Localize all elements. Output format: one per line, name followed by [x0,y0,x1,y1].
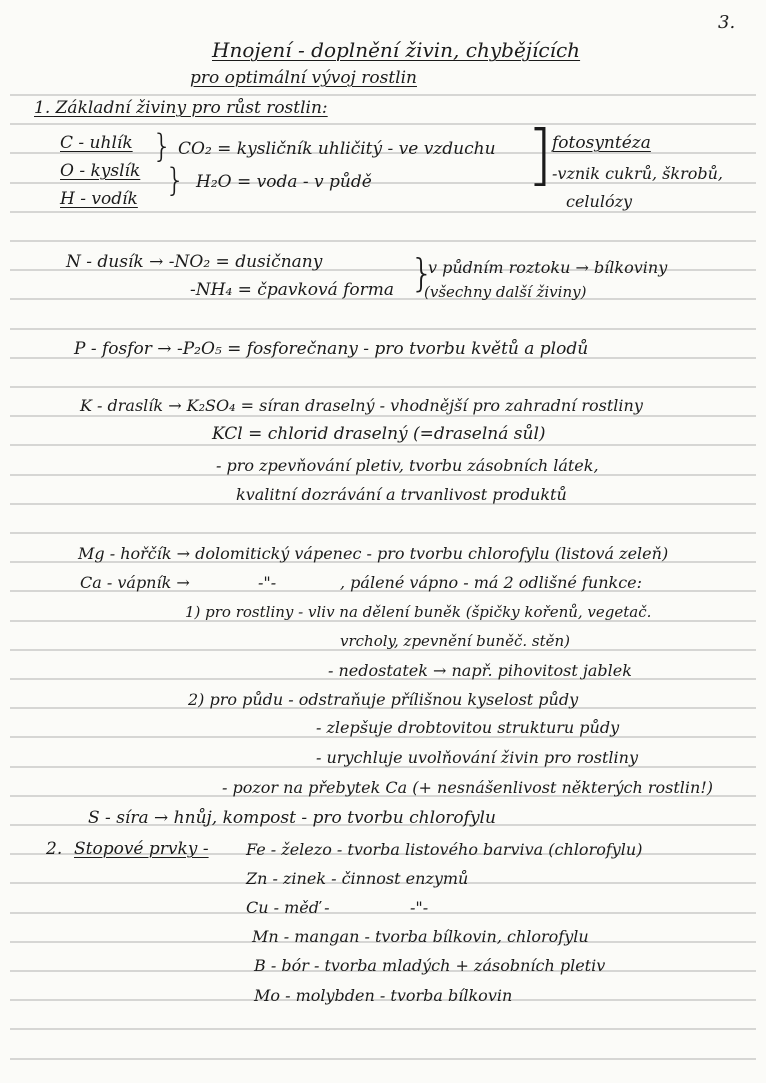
potassium-use-1: - pro zpevňování pletiv, tvorbu zásobních látek, [216,456,599,475]
co2-line: CO₂ = kysličník uhličitý - ve vzduchu [178,139,496,159]
calcium-function-2a: 2) pro půdu - odstraňuje přílišnou kyselost půdy [188,690,579,709]
calcium-warning: - pozor na přebytek Ca (+ nesnášenlivost některých rostlin!) [222,778,713,797]
photosynthesis-note-2: celulózy [566,192,633,211]
page-number: 3. [718,12,736,33]
copper-line: Cu - měď - [246,898,330,917]
h2o-line: H₂O = voda - v půdě [196,172,372,192]
phosphorus-line: P - fosfor → -P₂O₅ = fosforečnany - pro tvorbu květů a plodů [74,339,589,359]
section-2-number: 2. [46,839,63,859]
boron-line: B - bór - tvorba mladých + zásobních pletiv [254,956,606,975]
calcium-ditto: -"- [258,573,277,592]
manganese-line: Mn - mangan - tvorba bílkovin, chlorofylu [252,927,589,946]
page-title: Hnojení - doplnění živin, chybějících [212,38,581,62]
copper-ditto: -"- [410,898,429,917]
calcium-function-2c: - urychluje uvolňování živin pro rostliny [316,748,639,767]
potassium-use-2: kvalitní dozrávání a trvanlivost produktů [236,485,567,504]
section-2-heading: Stopové prvky - [74,839,209,859]
kcl-line: KCl = chlorid draselný (=draselná sůl) [212,424,546,444]
ammonium-line: -NH₄ = čpavková forma [190,280,395,300]
nitrogen-note-1: v půdním roztoku → bílkoviny [428,258,668,277]
calcium-function-1a: 1) pro rostliny - vliv na dělení buněk (špičky kořenů, vegetač. [185,603,652,621]
zinc-line: Zn - zinek - činnost enzymů [246,869,469,888]
nitrogen-line: N - dusík → -NO₂ = dusičnany [66,252,323,272]
carbon-line: C - uhlík [60,133,133,153]
oxygen-line: O - kyslík [60,161,141,181]
calcium-function-1c: - nedostatek → např. pihovitost jablek [328,661,632,680]
brace-nitrogen: } [410,251,435,295]
molybdenum-line: Mo - molybden - tvorba bílkovin [254,986,513,1005]
calcium-line-rest: , pálené vápno - má 2 odlišné funkce: [340,573,643,592]
magnesium-line: Mg - hořčík → dolomitický vápenec - pro tvorbu chlorofylu (listová zeleň) [78,544,669,563]
calcium-function-2b: - zlepšuje drobtovitou strukturu půdy [316,718,620,737]
hydrogen-line: H - vodík [60,189,138,209]
sulfur-line: S - síra → hnůj, kompost - pro tvorbu chlorofylu [88,808,496,828]
photosynthesis-label: fotosyntéza [552,133,651,153]
section-1-heading: 1. Základní živiny pro růst rostlin: [34,98,328,118]
iron-line: Fe - železo - tvorba listového barviva (chlorofylu) [246,840,643,859]
calcium-label: Ca - vápník → [80,573,190,592]
brace-o-h: } [165,161,186,199]
brace-photosynthesis: ] [527,116,553,193]
potassium-line: K - draslík → K₂SO₄ = síran draselný - vhodnější pro zahradní rostliny [80,396,643,415]
photosynthesis-note-1: -vznik cukrů, škrobů, [552,164,723,183]
page-subtitle: pro optimální vývoj rostlin [190,68,417,88]
calcium-function-1b: vrcholy, zpevnění buněč. stěn) [340,632,571,650]
brace-c-o: } [152,127,173,165]
nitrogen-note-2: (všechny další živiny) [424,283,587,301]
